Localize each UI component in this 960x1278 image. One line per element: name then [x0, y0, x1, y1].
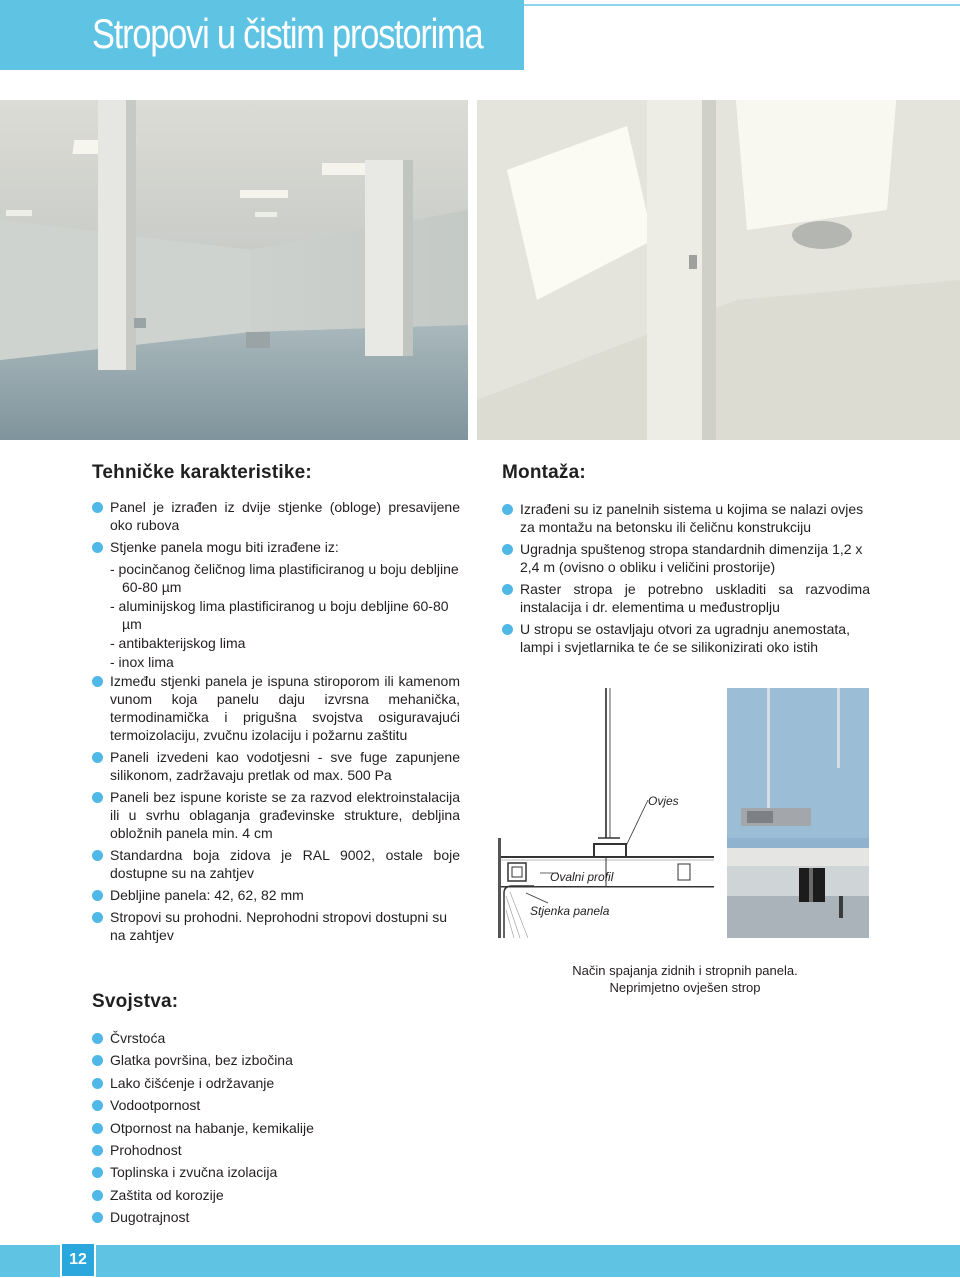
page-number: 12	[60, 1242, 96, 1278]
list-item: Otpornost na habanje, kemikalije	[92, 1119, 460, 1137]
bullet-icon	[92, 1123, 103, 1134]
title-rule	[524, 4, 960, 6]
list-item: Stjenke panela mogu biti izrađene iz:	[92, 538, 460, 556]
list-item: Paneli bez ispune koriste se za razvod elektroinstalacija ili u svrhu oblaganja građevinske strukture, debljina obložnih panela min. 4 cm	[92, 788, 460, 842]
bullet-icon	[92, 1145, 103, 1156]
list-item: Toplinska i zvučna izolacija	[92, 1163, 460, 1181]
bullet-icon	[502, 624, 513, 635]
montaza-heading: Montaža:	[502, 462, 586, 483]
list-item: Lako čišćenje i održavanje	[92, 1074, 460, 1092]
page-title: Stropovi u čistim prostorima	[92, 10, 483, 57]
bullet-icon	[92, 890, 103, 901]
bullet-icon	[92, 1190, 103, 1201]
bullet-icon	[92, 912, 103, 923]
list-item: Debljine panela: 42, 62, 82 mm	[92, 886, 460, 904]
tech-heading: Tehničke karakteristike:	[92, 462, 312, 483]
bullet-icon	[92, 850, 103, 861]
bullet-icon	[502, 584, 513, 595]
list-item: U stropu se ostavljaju otvori za ugradnju anemostata, lampi i svjetlarnika te će se silikonizirati oko istih	[502, 620, 870, 656]
bullet-icon	[502, 504, 513, 515]
list-item: - antibakterijskog lima	[110, 635, 246, 651]
label-ovjes: Ovjes	[648, 794, 679, 808]
list-item: - aluminijskog lima plastificiranog u boju debljine 60-80 µm	[110, 598, 449, 632]
list-item: Paneli izvedeni kao vodotjesni - sve fuge zapunjene silikonom, zadržavaju pretlak od max. 500 Pa	[92, 748, 460, 784]
caption-line-2: Neprimjetno ovješen strop	[609, 980, 761, 995]
list-item: Dugotrajnost	[92, 1208, 460, 1226]
panel-joint-diagram	[498, 688, 724, 938]
list-item: Stropovi su prohodni. Neprohodni stropovi dostupni su na zahtjev	[92, 908, 460, 944]
list-item: Glatka površina, bez izbočina	[92, 1051, 460, 1069]
caption-line-1: Način spajanja zidnih i stropnih panela.	[572, 963, 798, 978]
list-item: Panel je izrađen iz dvije stjenke (obloge) presavijene oko rubova	[92, 498, 460, 534]
figure-caption	[540, 962, 830, 996]
bullet-icon	[502, 544, 513, 555]
montaza-list	[502, 500, 870, 660]
label-stjenka-panela: Stjenka panela	[530, 904, 610, 918]
svojstva-list	[92, 1029, 460, 1231]
bullet-icon	[92, 1167, 103, 1178]
bullet-icon	[92, 1078, 103, 1089]
title-bar	[0, 0, 524, 70]
tech-list	[92, 498, 460, 948]
list-item: Između stjenki panela je ispuna stiroporom ili kamenom vunom koja panelu daju izvrsna mehanička, termodinamička i prigušna svojstva osiguravajući termoizolaciju, zvučnu izolaciju i požarnu zaštitu	[92, 672, 460, 744]
ceiling-photo-right	[477, 100, 960, 440]
suspension-photo	[727, 688, 869, 938]
bullet-icon	[92, 1212, 103, 1223]
list-item: Prohodnost	[92, 1141, 460, 1159]
list-item: Čvrstoća	[92, 1029, 460, 1047]
bullet-icon	[92, 502, 103, 513]
label-ovalni-profil: Ovalni profil	[550, 870, 614, 884]
list-item: - pocinčanog čeličnog lima plastificiranog u boju debljine 60-80 µm	[110, 561, 459, 595]
bullet-icon	[92, 792, 103, 803]
footer-bar	[0, 1245, 960, 1277]
bullet-icon	[92, 676, 103, 687]
list-item: Ugradnja spuštenog stropa standardnih dimenzija 1,2 x 2,4 m (ovisno o obliku i veličini prostorije)	[502, 540, 870, 576]
list-item: Standardna boja zidova je RAL 9002, ostale boje dostupne su na zahtjev	[92, 846, 460, 882]
bullet-icon	[92, 1100, 103, 1111]
bullet-icon	[92, 1055, 103, 1066]
list-item: - inox lima	[110, 654, 174, 670]
list-item: Raster stropa je potrebno uskladiti sa razvodima instalacija i dr. elementima u međustroplju	[502, 580, 870, 616]
svojstva-heading: Svojstva:	[92, 991, 179, 1012]
bullet-icon	[92, 542, 103, 553]
list-item: Vodootpornost	[92, 1096, 460, 1114]
list-item: Izrađeni su iz panelnih sistema u kojima se nalazi ovjes za montažu na betonsku ili čeličnu konstrukciju	[502, 500, 870, 536]
cleanroom-photo-left	[0, 100, 468, 440]
bullet-icon	[92, 752, 103, 763]
bullet-icon	[92, 1033, 103, 1044]
list-item: Zaštita od korozije	[92, 1186, 460, 1204]
